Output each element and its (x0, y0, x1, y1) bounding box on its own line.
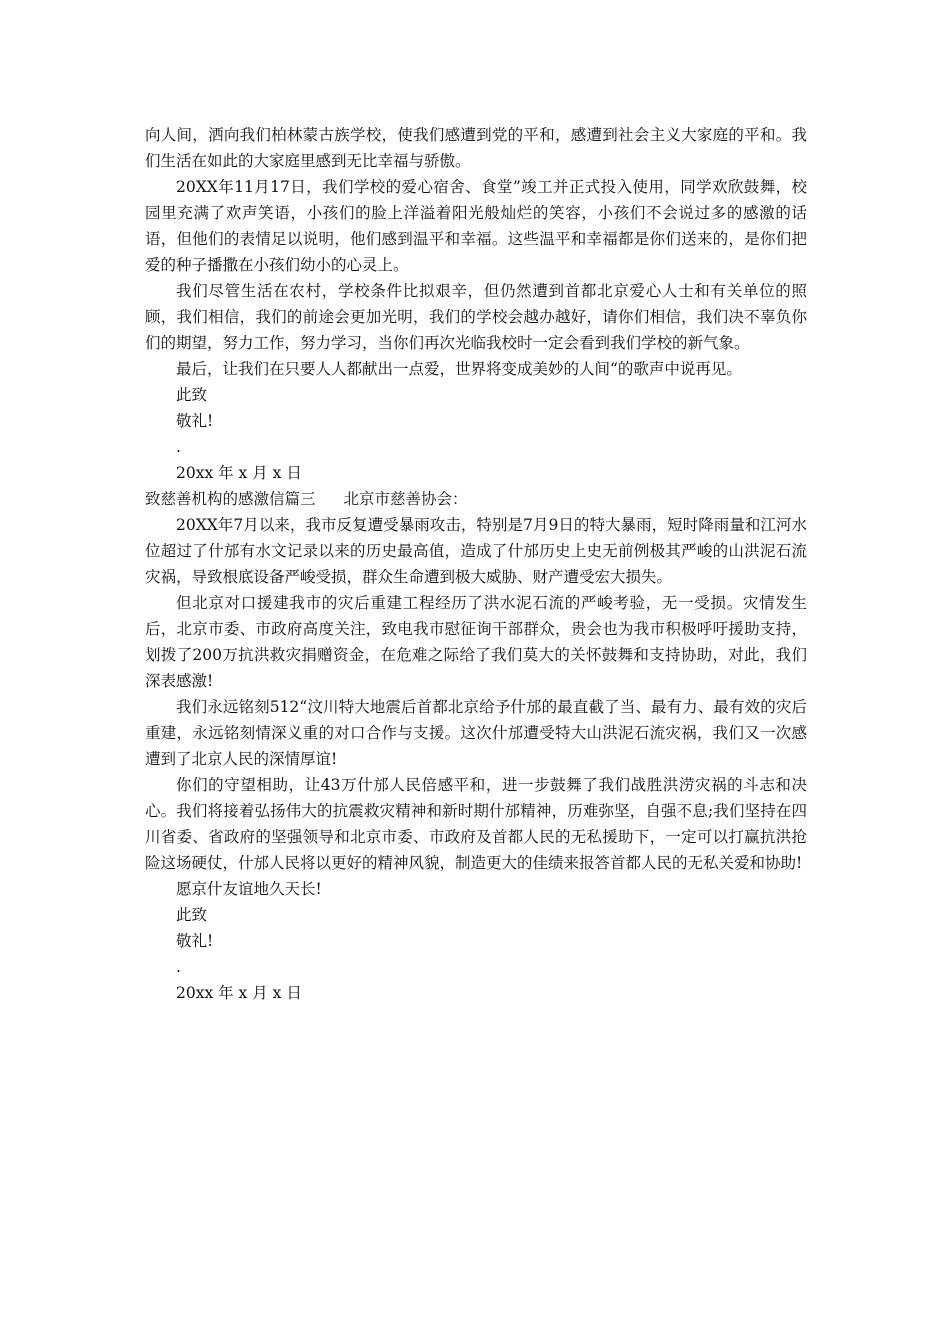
document-page (145, 122, 807, 1006)
paragraph-7: 我们永远铭刻512“汶川特大地震后首都北京给予什邡的最直截了当、最有力、最有效的灾后重建，永远铭刻情深义重的对口合作与支援。这次什邡遭受特大山洪泥石流灾祸，我们又一次感遭到了北京人民的深情厚谊! (145, 698, 807, 768)
paragraph-3: 我们尽管生活在农村，学校条件比拟艰辛，但仍然遭到首都北京爱心人士和有关单位的照顾，我们相信，我们的前途会更加光明，我们的学校会越办越好，请你们相信，我们决不辜负你们的期望，努力工作，努力学习，当你们再次光临我校时一定会看到我们学校的新气象。 (145, 282, 807, 352)
paragraph-2: 20XX年11月17日，我们学校的爱心宿舍、食堂”竣工并正式投入使用，同学欢欣鼓舞，校园里充满了欢声笑语，小孩们的脸上洋溢着阳光般灿烂的笑容，小孩们不会说过多的感激的话语，但他们的表情足以说明，他们感到温平和幸福。这些温平和幸福都是你们送来的，是你们把爱的种子播撒在小孩们幼小的心灵上。 (145, 178, 807, 274)
separator-dot-2: . (176, 958, 181, 976)
paragraph-5: 20XX年7月以来，我市反复遭受暴雨攻击，特别是7月9日的特大暴雨，短时降雨量和江河水位超过了什邡有水文记录以来的历史最高值，造成了什邡历史上史无前例极其严峻的山洪泥石流灾祸，导致根底设备严峻受损，群众生命遭到极大威胁、财产遭受宏大损失。 (145, 516, 807, 586)
letter-recipient: 北京市慈善协会： (343, 490, 468, 508)
section-heading (145, 486, 807, 512)
closing-salutation-2: 此致 (176, 906, 208, 924)
closing-salutation-1: 此致 (176, 386, 208, 404)
paragraph-1: 向人间，洒向我们柏林蒙古族学校，使我们感遭到党的平和，感遭到社会主义大家庭的平和。我们生活在如此的大家庭里感到无比幸福与骄傲。 (145, 126, 807, 170)
closing-regards-2: 敬礼! (176, 932, 214, 950)
date-1: 20xx 年 x 月 x 日 (176, 464, 302, 482)
paragraph-4: 最后，让我们在只要人人都献出一点爱，世界将变成美妙的人间“的歌声中说再见。 (176, 360, 742, 378)
separator-dot-1: . (176, 438, 181, 456)
paragraph-6: 但北京对口援建我市的灾后重建工程经历了洪水泥石流的严峻考验，无一受损。灾情发生后，北京市委、市政府高度关注，致电我市慰征询干部群众，贵会也为我市积极呼吁援助支持，划拨了200万抗洪救灾捐赠资金，在危难之际给了我们莫大的关怀鼓舞和支持协助，对此，我们深表感激! (145, 594, 807, 690)
section-title: 致慈善机构的感激信篇三 (145, 490, 316, 508)
date-2: 20xx 年 x 月 x 日 (176, 984, 302, 1002)
closing-regards-1: 敬礼! (176, 412, 214, 430)
closing-wish: 愿京什友谊地久天长! (176, 880, 322, 898)
paragraph-8: 你们的守望相助，让43万什邡人民倍感平和，进一步鼓舞了我们战胜洪涝灾祸的斗志和决心。我们将接着弘扬伟大的抗震救灾精神和新时期什邡精神，历难弥坚，自强不息;我们坚持在四川省委、省政府的坚强领导和北京市委、市政府及首都人民的无私援助下，一定可以打赢抗洪抢险这场硬仗，什邡人民将以更好的精神风貌，制造更大的佳绩来报答首都人民的无私关爱和协助! (145, 776, 807, 872)
